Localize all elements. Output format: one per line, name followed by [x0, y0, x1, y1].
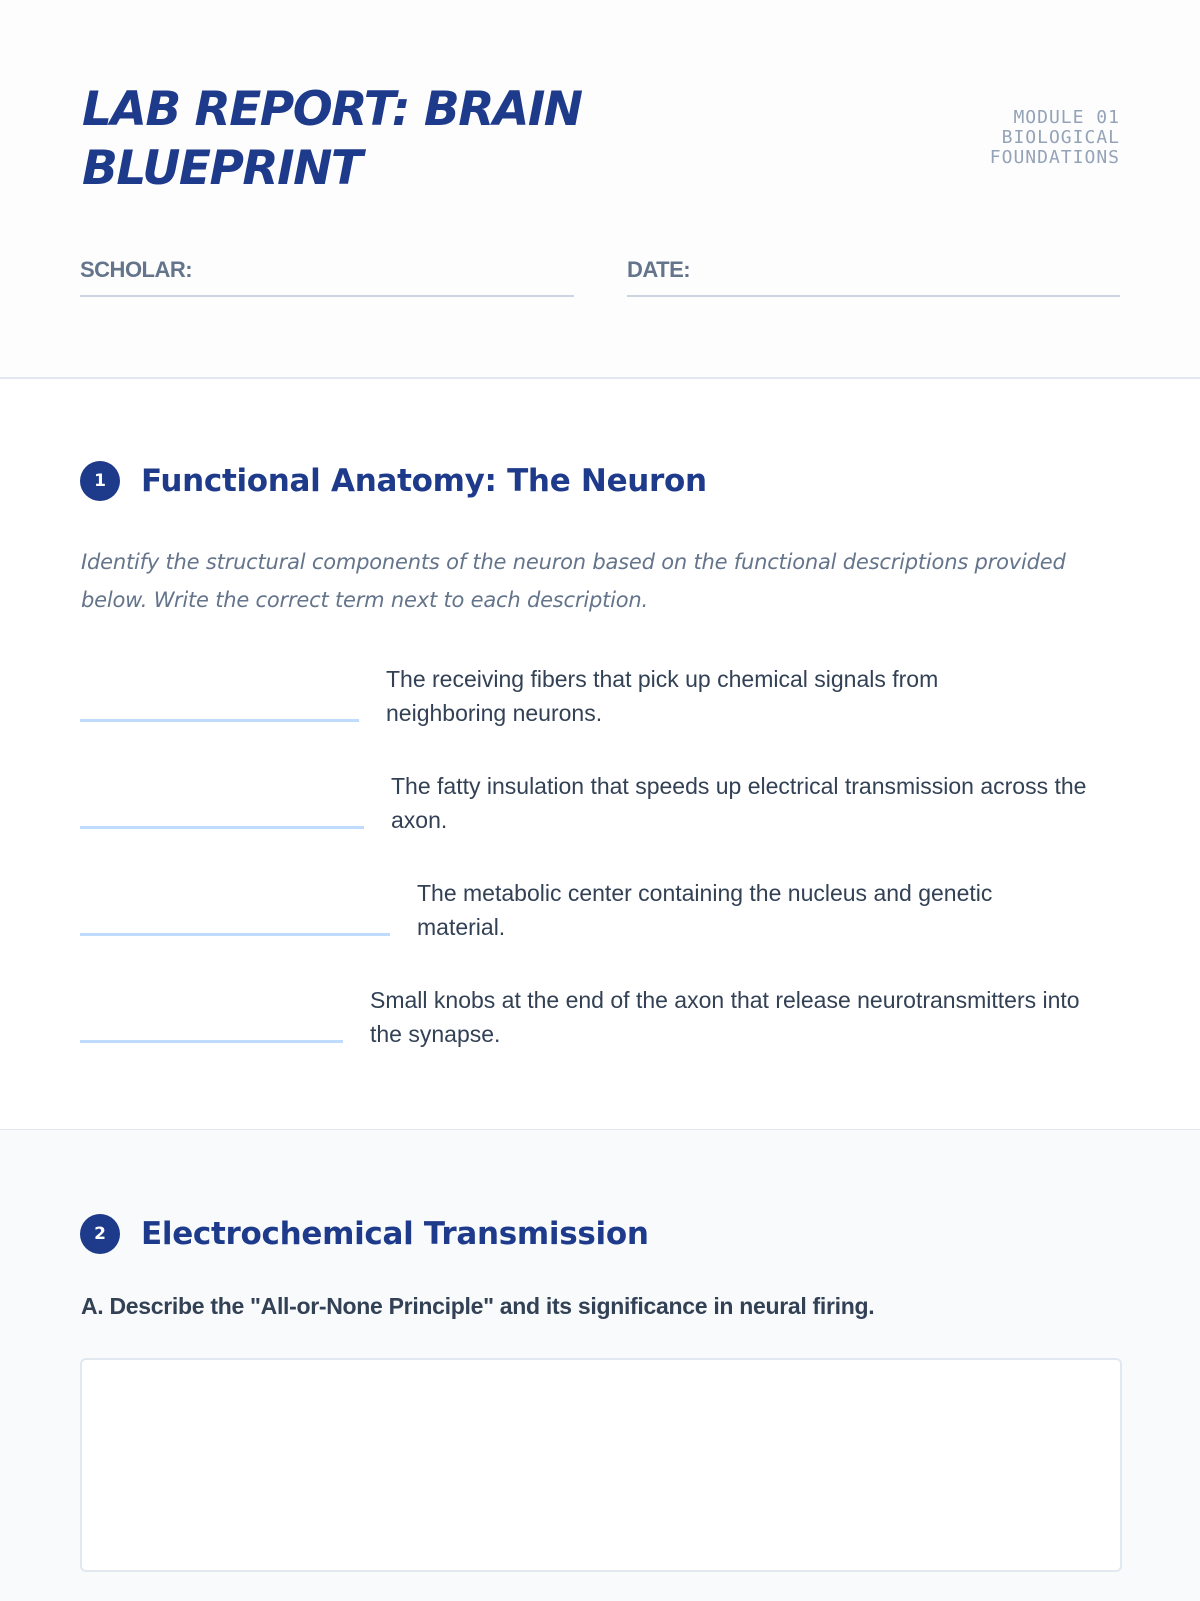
date-label: DATE:	[627, 257, 691, 282]
matching-item	[80, 662, 1120, 732]
section-neuron-anatomy	[0, 379, 1200, 1129]
module-line: MODULE 01	[1013, 107, 1120, 128]
module-line: BIOLOGICAL	[1001, 127, 1120, 148]
item-description: Small knobs at the end of the axon that release neurotransmitters into the synapse.	[370, 987, 1080, 1047]
module-line: FOUNDATIONS	[989, 147, 1120, 168]
module-tag	[880, 108, 1120, 168]
section-number-badge: 2	[80, 1214, 120, 1254]
section-number-badge: 1	[80, 461, 120, 501]
section-electrochemical-transmission	[0, 1129, 1200, 1601]
section-title: Electrochemical Transmission	[141, 1216, 649, 1252]
section-instructions: Identify the structural components of the neuron based on the functional descriptions provided below. Write the correct term next to each description.	[81, 550, 1066, 612]
scholar-label: SCHOLAR:	[80, 257, 193, 282]
answer-textbox[interactable]	[80, 1358, 1122, 1572]
question-prompt: A. Describe the "All-or-None Principle" and its significance in neural firing.	[81, 1293, 875, 1319]
item-description: The fatty insulation that speeds up electrical transmission across the axon.	[391, 773, 1087, 833]
item-description: The metabolic center containing the nucleus and genetic material.	[417, 880, 993, 940]
scholar-field[interactable]	[80, 255, 574, 297]
answer-blank[interactable]	[80, 933, 390, 936]
matching-item	[80, 876, 1120, 946]
item-description: The receiving fibers that pick up chemical signals from neighboring neurons.	[386, 666, 939, 726]
report-header	[0, 0, 1200, 379]
report-title: LAB REPORT: BRAIN BLUEPRINT	[82, 82, 582, 196]
section-header	[80, 461, 707, 501]
matching-item	[80, 983, 1120, 1053]
matching-item	[80, 769, 1120, 839]
section-title: Functional Anatomy: The Neuron	[141, 463, 707, 499]
answer-blank[interactable]	[80, 826, 364, 829]
answer-blank[interactable]	[80, 1040, 343, 1043]
answer-blank[interactable]	[80, 719, 359, 722]
section-header	[80, 1214, 649, 1254]
date-field[interactable]	[627, 255, 1120, 297]
